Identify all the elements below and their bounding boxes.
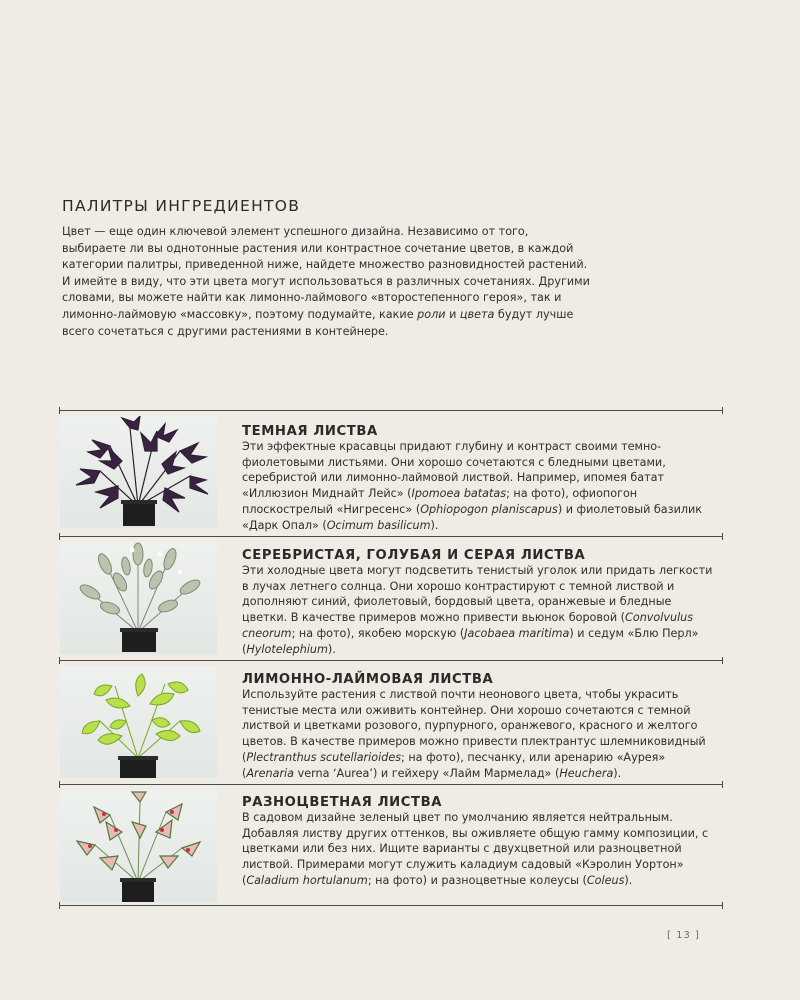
section-divider bbox=[60, 784, 722, 785]
variegated-foliage-plant-image bbox=[60, 790, 217, 902]
page-title: ПАЛИТРЫ ИНГРЕДИЕНТОВ bbox=[62, 197, 301, 215]
silver-foliage-plant-image bbox=[60, 542, 217, 654]
lime-foliage-plant-image bbox=[60, 666, 217, 778]
section-divider bbox=[60, 905, 722, 906]
section-text-variegated-foliage: В садовом дизайне зеленый цвет по умолчанию является нейтральным. Добавляя листву других оттенков, вы оживляете общую гамму композиции, с цветками или без них. Ищите варианты с двухцветной или разноцветной листвой. Примерами могут служить каладиум садовый «Кэролин Уортон» (Caladium hortulanum; на фото) и разноцветные колеусы (Coleus). bbox=[242, 811, 709, 887]
section-divider bbox=[60, 536, 722, 537]
section-text-silver-foliage: Эти холодные цвета могут подсветить тенистый уголок или придать легкости в лучах летнего солнца. Они хорошо контрастируют с темной листвой и дополняют синий, фиолетовый, бордовый цвета, оранжевые и бледные цветки. В качестве примеров можно привести вьюнок боровой (Convolvulus cneorum; на фото), якобею морскую (Jacobaea maritima) и седум «Блю Перл» (Hylotelephium). bbox=[242, 564, 713, 656]
section-divider bbox=[60, 410, 722, 411]
section-text-dark-foliage: Эти эффектные красавцы придают глубину и контраст своими темно-фиолетовыми листьями. Они хорошо сочетаются с бледными цветами, серебристой или лимонно-лаймовой листвой. Например, ипомея батат «Иллюзион Миднайт Лейс» (Ipomoea batatas; на фото), офиопогон плоскострелый «Нигресенс» (Ophiopogon planiscapus) и фиолетовый базилик «Дарк Опал» (Ocimum basilicum). bbox=[242, 440, 703, 532]
section-heading-dark-foliage: ТЕМНАЯ ЛИСТВА bbox=[242, 424, 378, 439]
section-text-lime-foliage: Используйте растения с листвой почти неонового цвета, чтобы украсить тенистые места или оживить контейнер. Они хорошо сочетаются с темной листвой и цветками розового, пурпурного, оранжевого, красного и желтого цветов. В качестве примеров можно привести плектрантус шлемниковидный (Plectranthus scutellarioides; на фото), песчанку, или аренарию «Аурея» (Arenaria verna ‘Aurea’) и гейхеру «Лайм Мармелад» (Heuchera). bbox=[242, 688, 706, 780]
page-number: [ 13 ] bbox=[667, 930, 700, 941]
section-heading-lime-foliage: ЛИМОННО-ЛАЙМОВАЯ ЛИСТВА bbox=[242, 672, 494, 687]
section-divider bbox=[60, 660, 722, 661]
section-heading-silver-foliage: СЕРЕБРИСТАЯ, ГОЛУБАЯ И СЕРАЯ ЛИСТВА bbox=[242, 548, 586, 563]
dark-foliage-plant-image bbox=[60, 416, 217, 528]
section-heading-variegated-foliage: РАЗНОЦВЕТНАЯ ЛИСТВА bbox=[242, 795, 443, 810]
intro-paragraph: Цвет — еще один ключевой элемент успешного дизайна. Независимо от того, выбираете ли вы однотонные растения или контрастное сочетание цветов, в каждой категории палитры, приведенной ниже, найдете множество разновидностей растений. И имейте в виду, что эти цвета могут использоваться в различных сочетаниях. Другими словами, вы можете найти как лимонно-лаймового «второстепенного героя», так и лимонно-лаймовую «массовку», поэтому подумайте, какие роли и цвета будут лучше всего сочетаться с другими растениями в контейнере. bbox=[62, 225, 590, 338]
